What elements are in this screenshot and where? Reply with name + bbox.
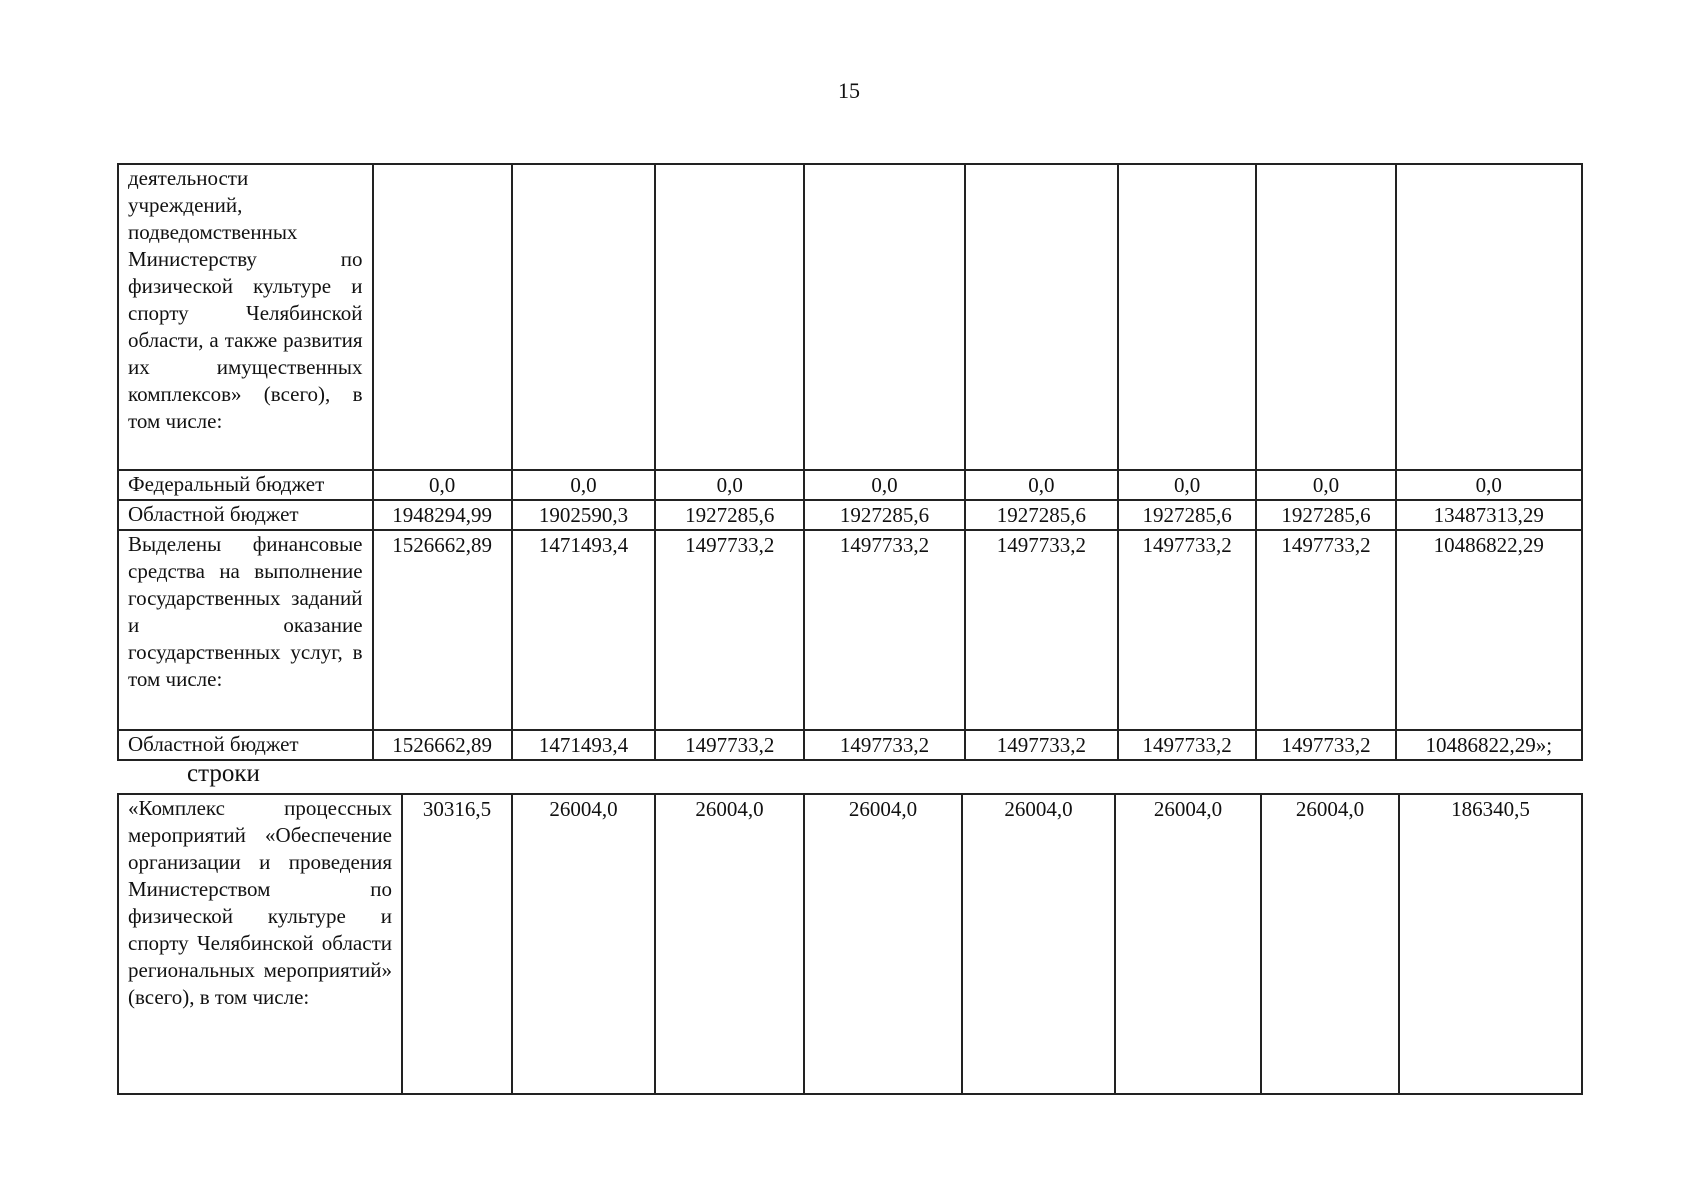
cell-value: 1526662,89: [373, 730, 512, 760]
cell-value: 30316,5: [402, 794, 512, 1094]
cell-value: 1497733,2: [965, 530, 1118, 730]
cell-value: [512, 164, 655, 470]
cell-value: 1471493,4: [512, 730, 655, 760]
table-row: [118, 470, 1582, 500]
cell-value: 1497733,2: [1256, 530, 1395, 730]
cell-value: 10486822,29: [1396, 530, 1582, 730]
cell-value: 1497733,2: [804, 530, 964, 730]
cell-value: 1927285,6: [655, 500, 804, 530]
cell-value: 1948294,99: [373, 500, 512, 530]
cell-value: 0,0: [373, 470, 512, 500]
separator-text: строки: [187, 760, 260, 787]
cell-value: [965, 164, 1118, 470]
cell-value: 1497733,2: [804, 730, 964, 760]
table-row: [118, 530, 1582, 730]
cell-value: 0,0: [965, 470, 1118, 500]
cell-value: 186340,5: [1399, 794, 1582, 1094]
cell-value: 26004,0: [655, 794, 804, 1094]
row-label: Выделены финансовые средства на выполнение государственных заданий и оказание государственных услуг, в том числе:: [118, 530, 373, 730]
cell-value: 1497733,2: [1256, 730, 1395, 760]
table-row: [118, 500, 1582, 530]
cell-value: 0,0: [1118, 470, 1256, 500]
cell-value: 26004,0: [1261, 794, 1399, 1094]
cell-value: 13487313,29: [1396, 500, 1582, 530]
table-row: [118, 164, 1582, 470]
cell-value: 1526662,89: [373, 530, 512, 730]
cell-value: 1902590,3: [512, 500, 655, 530]
cell-value: 1497733,2: [965, 730, 1118, 760]
cell-value: 1927285,6: [1256, 500, 1395, 530]
row-label: Федеральный бюджет: [118, 470, 373, 500]
cell-value: 0,0: [512, 470, 655, 500]
cell-value: 1497733,2: [1118, 530, 1256, 730]
cell-value: 10486822,29»;: [1396, 730, 1582, 760]
cell-value: 1927285,6: [1118, 500, 1256, 530]
row-label: деятельности учреждений, подведомственных Министерству по физической культуре и спорту Челябинской области, а также развития их имущественных комплексов» (всего), в том числе:: [118, 164, 373, 470]
budget-table-top: [117, 163, 1583, 761]
cell-value: 1497733,2: [655, 530, 804, 730]
cell-value: [1118, 164, 1256, 470]
row-label: «Комплекс процессных мероприятий «Обеспечение организации и проведения Министерством по физической культуре и спорту Челябинской области региональных мероприятий» (всего), в том числе:: [118, 794, 402, 1094]
cell-value: 0,0: [1256, 470, 1395, 500]
cell-value: 26004,0: [512, 794, 655, 1094]
cell-value: 26004,0: [962, 794, 1115, 1094]
page-number: 15: [838, 78, 860, 103]
table-row: [118, 730, 1582, 760]
cell-value: [373, 164, 512, 470]
cell-value: 1927285,6: [804, 500, 964, 530]
cell-value: 0,0: [804, 470, 964, 500]
cell-value: [655, 164, 804, 470]
cell-value: 1927285,6: [965, 500, 1118, 530]
row-label: Областной бюджет: [118, 500, 373, 530]
cell-value: 26004,0: [804, 794, 962, 1094]
cell-value: [804, 164, 964, 470]
budget-table-bottom: [117, 793, 1583, 1095]
cell-value: 1497733,2: [655, 730, 804, 760]
cell-value: 26004,0: [1115, 794, 1261, 1094]
cell-value: [1396, 164, 1582, 470]
row-label: Областной бюджет: [118, 730, 373, 760]
table-row: [118, 794, 1582, 1094]
cell-value: 1471493,4: [512, 530, 655, 730]
cell-value: 1497733,2: [1118, 730, 1256, 760]
cell-value: 0,0: [1396, 470, 1582, 500]
cell-value: 0,0: [655, 470, 804, 500]
cell-value: [1256, 164, 1395, 470]
